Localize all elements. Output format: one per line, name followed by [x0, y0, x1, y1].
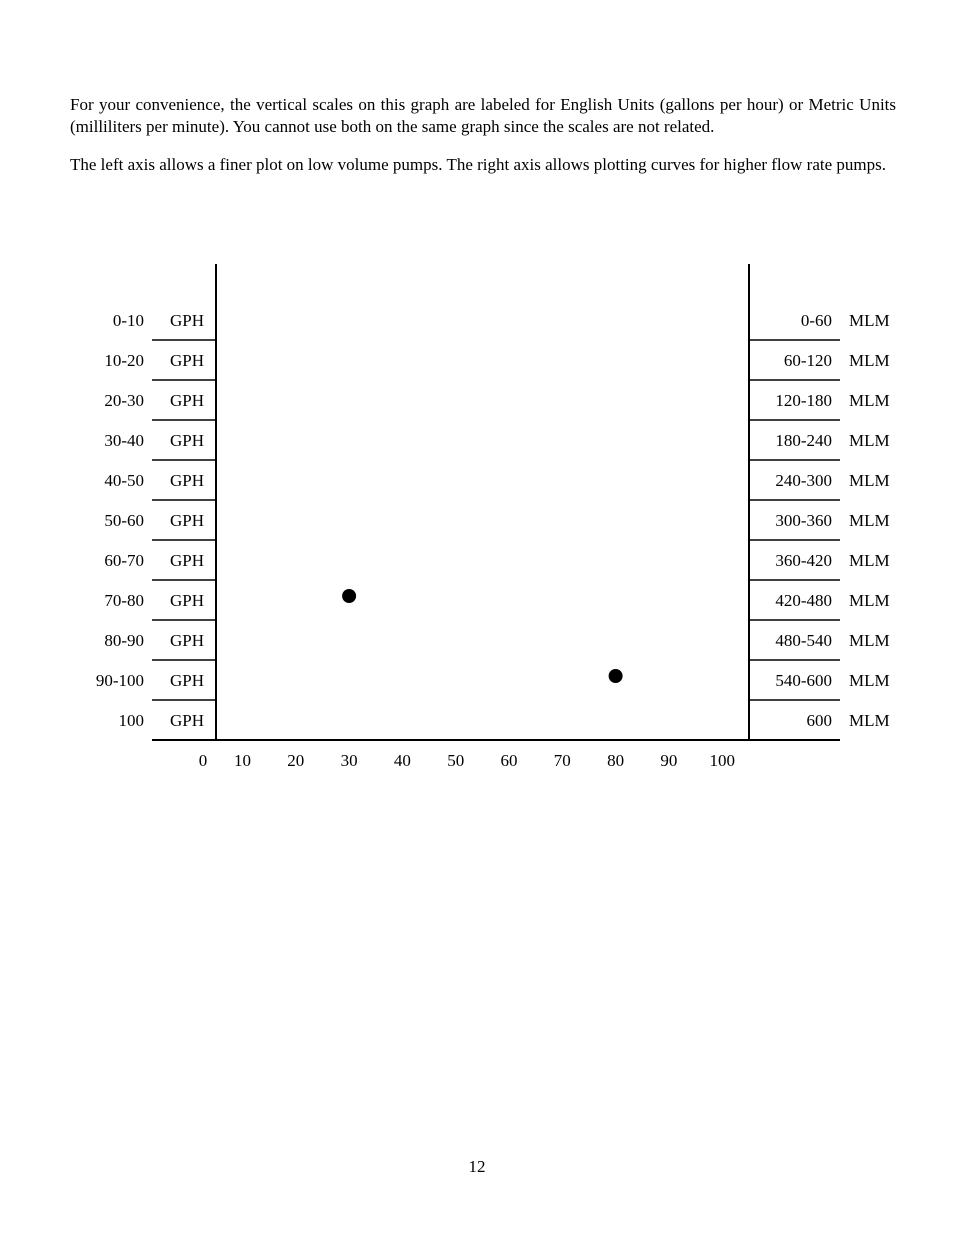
- left-unit-label: GPH: [170, 591, 205, 610]
- right-range-label: 300-360: [775, 511, 832, 530]
- x-tick-label: 0: [198, 751, 208, 770]
- data-point: [609, 669, 623, 683]
- right-unit-label: MLM: [849, 631, 890, 650]
- left-range-label: 0-10: [112, 311, 144, 330]
- right-range-label: 600: [806, 711, 832, 730]
- x-tick-label: 10: [234, 751, 251, 770]
- right-unit-label: MLM: [849, 511, 890, 530]
- right-range-label: 240-300: [775, 471, 832, 490]
- left-range-label: 70-80: [104, 591, 144, 610]
- x-tick-label: 30: [340, 751, 358, 770]
- x-tick-label: 90: [660, 751, 678, 770]
- right-range-label: 420-480: [775, 591, 832, 610]
- left-unit-label: GPH: [170, 471, 205, 490]
- left-range-label: 100: [118, 711, 144, 730]
- left-unit-label: GPH: [170, 711, 205, 730]
- left-unit-label: GPH: [170, 551, 205, 570]
- chart-frame: [152, 264, 840, 740]
- left-range-label: 50-60: [104, 511, 144, 530]
- left-range-label: 90-100: [95, 671, 144, 690]
- data-point: [342, 589, 356, 603]
- x-tick-label: 60: [500, 751, 518, 770]
- right-range-label: 480-540: [775, 631, 832, 650]
- right-range-label: 0-60: [800, 311, 832, 330]
- right-unit-label: MLM: [849, 351, 890, 370]
- left-unit-label: GPH: [170, 351, 205, 370]
- right-range-label: 360-420: [775, 551, 832, 570]
- left-range-label: 80-90: [104, 631, 144, 650]
- right-unit-label: MLM: [849, 551, 890, 570]
- left-unit-label: GPH: [170, 431, 205, 450]
- left-unit-label: GPH: [170, 631, 205, 650]
- right-range-label: 540-600: [775, 671, 832, 690]
- x-tick-label: 40: [393, 751, 411, 770]
- right-range-label: 60-120: [783, 351, 832, 370]
- left-unit-label: GPH: [170, 311, 205, 330]
- x-tick-label: 100: [709, 751, 735, 770]
- right-unit-label: MLM: [849, 391, 890, 410]
- left-unit-label: GPH: [170, 511, 205, 530]
- x-tick-label: 50: [447, 751, 465, 770]
- left-range-label: 10-20: [104, 351, 144, 370]
- right-unit-label: MLM: [849, 311, 890, 330]
- left-unit-label: GPH: [170, 391, 205, 410]
- intro-paragraph-axes: The left axis allows a finer plot on low volume pumps. The right axis allows plotting curves for higher flow rate pumps.: [70, 155, 886, 174]
- left-range-label: 40-50: [104, 471, 144, 490]
- x-axis-labels: [199, 751, 735, 770]
- right-unit-label: MLM: [849, 471, 890, 490]
- right-range-label: 120-180: [775, 391, 832, 410]
- left-unit-label: GPH: [170, 671, 205, 690]
- right-unit-label: MLM: [849, 591, 890, 610]
- left-range-label: 60-70: [104, 551, 144, 570]
- data-points: [342, 589, 622, 683]
- intro-paragraph-units: For your convenience, the vertical scales on this graph are labeled for English Units (gallons per hour) or Metric Units (milliliters per minute). You cannot use both on the same graph since the scales are not related.: [70, 95, 896, 136]
- x-tick-label: 20: [287, 751, 305, 770]
- x-tick-label: 70: [553, 751, 571, 770]
- right-axis-labels: [775, 311, 889, 730]
- right-unit-label: MLM: [849, 671, 890, 690]
- page-number: 12: [468, 1157, 486, 1176]
- x-tick-label: 80: [607, 751, 625, 770]
- left-range-label: 30-40: [104, 431, 144, 450]
- right-range-label: 180-240: [775, 431, 832, 450]
- left-range-label: 20-30: [104, 391, 144, 410]
- right-unit-label: MLM: [849, 431, 890, 450]
- right-unit-label: MLM: [849, 711, 890, 730]
- left-axis-labels: [96, 311, 204, 730]
